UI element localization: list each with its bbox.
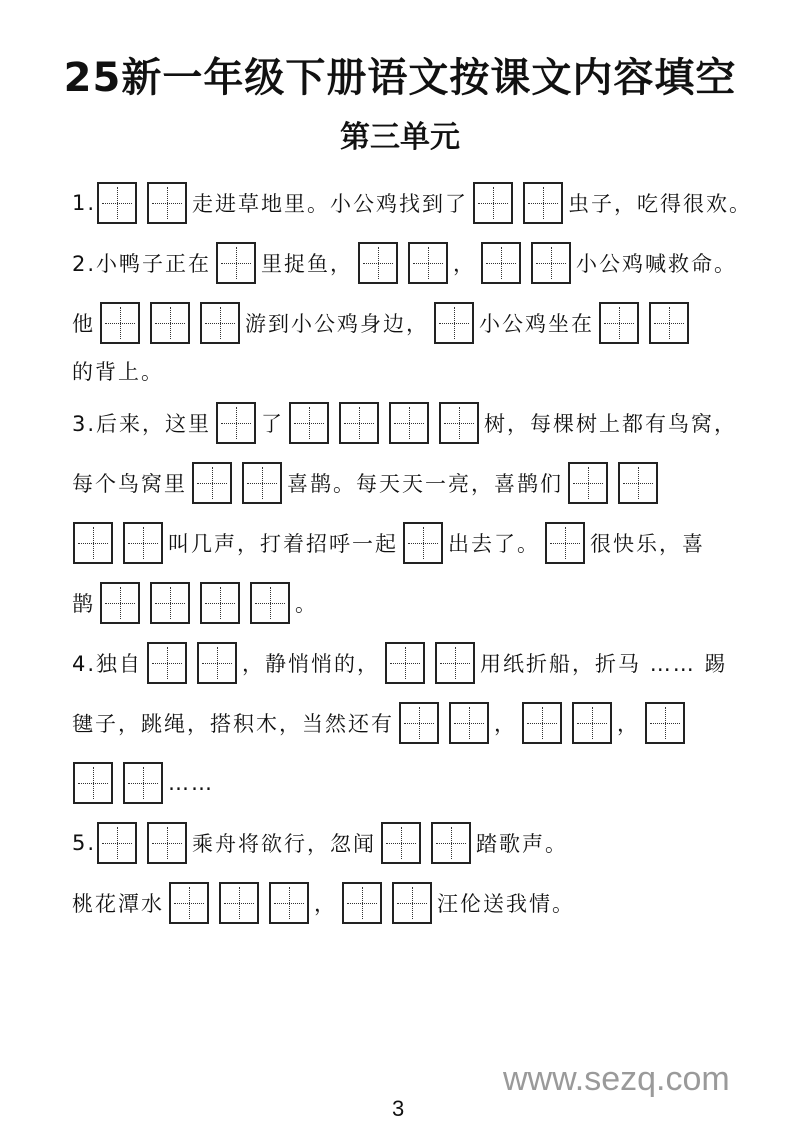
tianzige-answer-box[interactable] [100, 302, 140, 344]
exercise-text: 树，每棵树上都有鸟窝， [484, 412, 738, 436]
tianzige-answer-box[interactable] [150, 582, 190, 624]
exercise-line [72, 520, 705, 566]
tianzige-answer-box[interactable] [73, 522, 113, 564]
exercise-text: 小公鸡坐在 [479, 312, 594, 336]
exercise-text: 走进草地里。小公鸡找到了 [192, 192, 469, 216]
tianzige-answer-box[interactable] [435, 642, 475, 684]
exercise-text: ， [453, 252, 477, 276]
exercise-text: 鹊 [72, 592, 95, 616]
tianzige-answer-box[interactable] [645, 702, 685, 744]
exercise-text: 4.独自 [72, 652, 143, 676]
tianzige-answer-box[interactable] [392, 882, 432, 924]
tianzige-answer-box[interactable] [250, 582, 290, 624]
exercise-line [72, 640, 727, 686]
exercise-line [72, 820, 568, 866]
page-number: 3 [392, 1096, 405, 1121]
tianzige-answer-box[interactable] [523, 182, 563, 224]
exercise-text: 了 [261, 412, 285, 436]
exercise-text: 的背上。 [72, 360, 164, 384]
tianzige-answer-box[interactable] [618, 462, 658, 504]
exercise-text: 乘舟将欲行，忽闻 [192, 832, 377, 856]
exercise-text: ， [617, 712, 640, 736]
exercise-text: 5. [72, 831, 97, 855]
tianzige-answer-box[interactable] [123, 762, 163, 804]
tianzige-answer-box[interactable] [97, 822, 137, 864]
exercise-text: 游到小公鸡身边， [245, 312, 429, 336]
exercise-line [72, 580, 318, 626]
tianzige-answer-box[interactable] [100, 582, 140, 624]
tianzige-answer-box[interactable] [289, 402, 329, 444]
exercise-text: ， [494, 712, 517, 736]
tianzige-answer-box[interactable] [385, 642, 425, 684]
exercise-text: 喜鹊。每天天一亮，喜鹊们 [287, 472, 563, 496]
tianzige-answer-box[interactable] [434, 302, 474, 344]
tianzige-answer-box[interactable] [169, 882, 209, 924]
exercise-text: 叫几声，打着招呼一起 [168, 532, 398, 556]
tianzige-answer-box[interactable] [192, 462, 232, 504]
tianzige-answer-box[interactable] [403, 522, 443, 564]
exercise-text: 小公鸡喊救命。 [576, 252, 738, 276]
exercise-line [72, 400, 737, 446]
exercise-line [72, 880, 575, 926]
exercise-text: 每个鸟窝里 [72, 472, 187, 496]
tianzige-answer-box[interactable] [200, 302, 240, 344]
tianzige-answer-box[interactable] [399, 702, 439, 744]
unit-subtitle: 第三单元 [340, 120, 460, 155]
tianzige-answer-box[interactable] [200, 582, 240, 624]
tianzige-answer-box[interactable] [358, 242, 398, 284]
tianzige-answer-box[interactable] [408, 242, 448, 284]
tianzige-answer-box[interactable] [147, 822, 187, 864]
exercise-text: …… [168, 771, 214, 795]
tianzige-answer-box[interactable] [197, 642, 237, 684]
exercise-text: 他 [72, 312, 95, 336]
tianzige-answer-box[interactable] [147, 182, 187, 224]
exercise-line [72, 240, 737, 286]
tianzige-answer-box[interactable] [531, 242, 571, 284]
exercise-line [72, 460, 663, 506]
page-title: 25新一年级下册语文按课文内容填空 [63, 55, 737, 101]
tianzige-answer-box[interactable] [73, 762, 113, 804]
tianzige-answer-box[interactable] [123, 522, 163, 564]
tianzige-answer-box[interactable] [339, 402, 379, 444]
tianzige-answer-box[interactable] [150, 302, 190, 344]
exercise-text: 毽子，跳绳，搭积木，当然还有 [72, 712, 394, 736]
exercise-line [72, 760, 214, 806]
watermark: www.sezq.com [503, 1060, 730, 1098]
tianzige-answer-box[interactable] [473, 182, 513, 224]
exercise-text: 汪伦送我情。 [437, 892, 575, 916]
tianzige-answer-box[interactable] [269, 882, 309, 924]
exercise-line [72, 300, 694, 346]
tianzige-answer-box[interactable] [572, 702, 612, 744]
exercise-line [72, 348, 164, 394]
tianzige-answer-box[interactable] [431, 822, 471, 864]
tianzige-answer-box[interactable] [439, 402, 479, 444]
tianzige-answer-box[interactable] [568, 462, 608, 504]
tianzige-answer-box[interactable] [522, 702, 562, 744]
tianzige-answer-box[interactable] [219, 882, 259, 924]
exercise-text: ， [314, 892, 337, 916]
tianzige-answer-box[interactable] [242, 462, 282, 504]
exercise-text: 踏歌声。 [476, 832, 569, 856]
tianzige-answer-box[interactable] [545, 522, 585, 564]
tianzige-answer-box[interactable] [449, 702, 489, 744]
tianzige-answer-box[interactable] [599, 302, 639, 344]
exercise-text: 出去了。 [448, 532, 540, 556]
tianzige-answer-box[interactable] [381, 822, 421, 864]
exercise-text: 虫子，吃得很欢。 [568, 192, 753, 216]
exercise-text: 用纸折船，折马 …… 踢 [480, 652, 728, 676]
tianzige-answer-box[interactable] [342, 882, 382, 924]
exercise-line [72, 700, 690, 746]
exercise-text: 3.后来，这里 [72, 412, 212, 436]
exercise-text: ，静悄悄的， [242, 652, 381, 676]
exercise-text: 1. [72, 191, 97, 215]
tianzige-answer-box[interactable] [481, 242, 521, 284]
exercise-text: 2.小鸭子正在 [72, 252, 212, 276]
tianzige-answer-box[interactable] [389, 402, 429, 444]
tianzige-answer-box[interactable] [649, 302, 689, 344]
exercise-text: 很快乐，喜 [590, 532, 705, 556]
tianzige-answer-box[interactable] [97, 182, 137, 224]
tianzige-answer-box[interactable] [216, 402, 256, 444]
tianzige-answer-box[interactable] [216, 242, 256, 284]
exercise-text: 桃花潭水 [72, 892, 164, 916]
tianzige-answer-box[interactable] [147, 642, 187, 684]
exercise-line [72, 180, 752, 226]
exercise-text: 里捉鱼， [261, 252, 354, 276]
exercise-text: 。 [295, 592, 318, 616]
